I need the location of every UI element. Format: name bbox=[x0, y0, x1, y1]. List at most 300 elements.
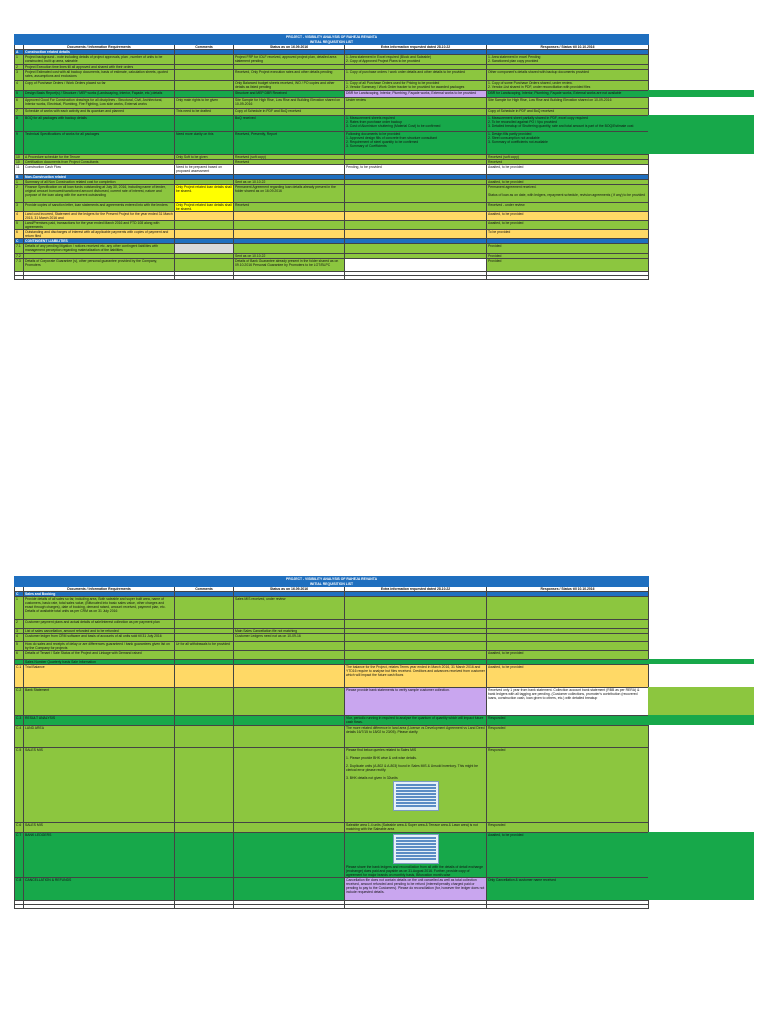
column-header: Responses / Status till 10.10.2016 bbox=[487, 45, 649, 50]
table-cell bbox=[15, 620, 24, 629]
cell-text: Sales Number Quarterly basis Sale Information bbox=[25, 660, 96, 664]
column-header: Responses / Status till 10.10.2016 bbox=[487, 587, 649, 592]
table-cell bbox=[24, 651, 175, 660]
cell-text: Under review bbox=[346, 98, 366, 102]
table-cell bbox=[15, 878, 24, 901]
cell-text: Project FRP for IOLF received, approved project plan, detailed area statement pending bbox=[235, 55, 338, 63]
table-cell bbox=[487, 70, 649, 81]
table-cell bbox=[345, 116, 487, 132]
cell-text: C.6 bbox=[16, 823, 22, 827]
table-cell bbox=[345, 597, 487, 620]
table-cell bbox=[15, 651, 24, 660]
cell-text: Sales and Booking bbox=[25, 592, 56, 596]
cell-text: 11 bbox=[16, 165, 20, 169]
table-cell bbox=[175, 221, 234, 230]
cell-text: 7 bbox=[16, 109, 18, 113]
table-row bbox=[15, 221, 649, 230]
table-cell bbox=[24, 823, 175, 833]
cell-text: Customer ledger from CRM software and basis of accounts of all units sold till 31 July 2016 bbox=[25, 634, 162, 638]
cell-text: Project Execution time lines till all approved and shared with their orders bbox=[25, 65, 134, 69]
cell-text: Design Basis Report(s) / Structure / MEP works (Landscaping, Interior, Façade, etc.) details bbox=[25, 91, 163, 95]
cell-text: 2 bbox=[16, 620, 18, 624]
table-cell bbox=[15, 165, 24, 175]
table-cell bbox=[487, 878, 649, 901]
highlight-band bbox=[648, 115, 754, 131]
cell-text: Copy of Purchase Orders / Work Orders placed so far bbox=[25, 81, 106, 85]
cell-text: Construction related details bbox=[25, 50, 70, 54]
table-row bbox=[15, 165, 649, 175]
table-cell bbox=[345, 221, 487, 230]
table-cell bbox=[234, 651, 345, 660]
table-cell bbox=[24, 748, 175, 823]
table-cell bbox=[345, 833, 487, 878]
cell-text: 4 bbox=[16, 634, 18, 638]
cell-text: 7.1 bbox=[16, 244, 21, 248]
cell-text: 3 bbox=[16, 629, 18, 633]
table-cell bbox=[487, 244, 649, 254]
cell-text: Awaited, to be provided bbox=[488, 165, 524, 169]
table-cell bbox=[15, 748, 24, 823]
cell-text: Awaited, to be provided bbox=[488, 221, 524, 225]
cell-text: 6 bbox=[16, 651, 18, 655]
table-cell bbox=[175, 109, 234, 116]
cell-text: SALES MIS bbox=[25, 823, 43, 827]
cell-text: The balance for the Project, relates Terms year ended in March 2016, 31 March 2016 and YTD16 require to analyse but files received. Creditors and advances received from customer which will impact the future cash flows bbox=[346, 665, 486, 677]
table-cell bbox=[175, 642, 234, 651]
cell-text: 8 bbox=[16, 116, 18, 120]
cell-text: C bbox=[16, 592, 19, 596]
table-cell bbox=[175, 665, 234, 688]
table-cell bbox=[487, 81, 649, 91]
cell-text: How do sales and receipts of delay or are differences guaranteed / bank guarantees given list on by the Company for projects bbox=[25, 642, 171, 650]
cell-text: Awaited, to be provided bbox=[488, 651, 524, 655]
table-cell bbox=[487, 620, 649, 629]
cell-text: 1 bbox=[16, 597, 18, 601]
table-cell bbox=[175, 132, 234, 155]
table-cell bbox=[15, 716, 24, 726]
table-cell bbox=[15, 70, 24, 81]
cell-text: Received, Presently, Report bbox=[235, 132, 277, 136]
cell-text: CANCELLATION & REFUNDS bbox=[25, 878, 72, 882]
cell-text: Need more clarity on this bbox=[176, 132, 214, 136]
cell-text: Only Cancellation & customer name received bbox=[488, 878, 556, 882]
table-cell bbox=[234, 212, 345, 221]
table-cell bbox=[24, 55, 175, 65]
table-row bbox=[15, 620, 649, 629]
table-cell bbox=[15, 688, 24, 716]
table-cell bbox=[175, 244, 234, 254]
table-row bbox=[15, 203, 649, 212]
cell-text: Customer payment plans and actual details of sale/interest collection as per payment plan bbox=[25, 620, 160, 624]
table-cell bbox=[234, 55, 345, 65]
cell-text: Received (soft copy) bbox=[235, 155, 266, 159]
cell-text: DBR for Landscaping, Interior, Plumbing, Façade works, External works to be provided bbox=[346, 91, 477, 95]
table-cell bbox=[24, 165, 175, 175]
table-cell bbox=[15, 55, 24, 65]
table-cell bbox=[15, 116, 24, 132]
table-cell bbox=[487, 91, 649, 98]
table-cell bbox=[234, 185, 345, 203]
table-cell bbox=[24, 634, 175, 642]
cell-text: Finance Specification on all loan funds outstanding at July 30, 2016, including name of lender, original amount borrowed/sanctioned amount disbursed, current rate of interest, nature and purpose of the loan along with the current outstanding bbox=[25, 185, 167, 197]
cell-text: Need to be prepared based on proposed assessment bbox=[176, 165, 223, 173]
cell-text: BOQ for all packages with backup details bbox=[25, 116, 87, 120]
cell-text: 10 bbox=[16, 155, 20, 159]
cell-text: Responded bbox=[488, 823, 506, 827]
cell-text: Other component's details shared with backup documents provided bbox=[488, 70, 589, 74]
table-cell bbox=[234, 109, 345, 116]
table-cell bbox=[24, 833, 175, 878]
cell-text: C.7 bbox=[16, 833, 22, 837]
table-cell bbox=[24, 620, 175, 629]
table-cell bbox=[24, 259, 175, 272]
table-cell bbox=[24, 185, 175, 203]
table-cell bbox=[175, 823, 234, 833]
cell-text: 2 bbox=[16, 65, 18, 69]
table-cell bbox=[234, 716, 345, 726]
table-cell bbox=[175, 81, 234, 91]
table-row bbox=[15, 244, 649, 254]
table-cell bbox=[234, 244, 345, 254]
table-row bbox=[15, 726, 649, 748]
table-cell bbox=[234, 878, 345, 901]
table-cell bbox=[487, 212, 649, 221]
table-cell bbox=[234, 726, 345, 748]
column-header: Comments bbox=[175, 587, 234, 592]
cell-text: 1. Copy of purchase orders / work order details and other details to be provided bbox=[346, 70, 465, 74]
cell-text: Provide copies of sanction letter, loan statements and agreements entered into with the lenders bbox=[25, 203, 168, 207]
table-cell bbox=[234, 642, 345, 651]
table-cell bbox=[175, 688, 234, 716]
cell-text: C bbox=[16, 239, 19, 243]
cell-text: 1. Measurement sheet partially shared in PDF, excel copy required 2. To be reconciled against PO / Vpu provided 3. Detailed breakup of Shuttering quantity, rate and total amount is part of the BOQ/Estimate cost bbox=[488, 116, 634, 128]
cell-text: Received only 1 year from bank statement. Collection account bank statement (RBB as per RERA) & bank ledgers with all tagging are pending. (Customer collections, promoter's contribution (recovered loans, construction cash, loan given to others, etc.) with detailed breakup bbox=[488, 688, 641, 700]
cell-text: Details of Corporate Guarantee (s), other personal guarantee provided by the Company, Promoters bbox=[25, 259, 159, 267]
cell-text: Pending, to be provided bbox=[346, 165, 382, 169]
cell-text: Received - under review bbox=[488, 203, 525, 207]
table-cell bbox=[487, 833, 649, 878]
table-cell bbox=[24, 221, 175, 230]
cell-text: 6 bbox=[16, 230, 18, 234]
table-cell bbox=[15, 276, 24, 280]
cell-text: BANK LEDGERS bbox=[25, 833, 52, 837]
table-cell bbox=[345, 634, 487, 642]
table-row bbox=[15, 823, 649, 833]
cell-text: Only Project related loan details shall be shared. bbox=[176, 185, 233, 193]
cell-text: Certification documents from Project Consultants bbox=[25, 160, 99, 164]
table-row bbox=[15, 276, 649, 280]
cell-text: 1. Area statement in excel Pending 2. Sanctioned plan copy provided bbox=[488, 55, 541, 63]
cell-text: Received bbox=[235, 203, 250, 207]
cell-text: Only Project related loan details shall be shared. bbox=[176, 203, 233, 211]
column-header: Documents / Information Requirements bbox=[24, 587, 175, 592]
table-cell bbox=[234, 221, 345, 230]
cell-text: Only main rights to be given bbox=[176, 98, 219, 102]
table-cell bbox=[15, 98, 24, 109]
cell-text: Permanent agreement received. Status of loan as on date, with ledgers, repayment schedule, revision agreements ( if any) to be provided bbox=[488, 185, 645, 197]
table-cell bbox=[15, 726, 24, 748]
table-cell bbox=[234, 665, 345, 688]
table-cell bbox=[234, 230, 345, 239]
table-row bbox=[15, 597, 649, 620]
table-cell bbox=[24, 597, 175, 620]
table-row bbox=[15, 688, 649, 716]
cell-text: Structure and MEP DBR Received bbox=[235, 91, 287, 95]
cell-text: A Procedure schedule for the Tenure bbox=[25, 155, 80, 159]
table-cell bbox=[345, 98, 487, 109]
table-row bbox=[15, 665, 649, 688]
table-cell bbox=[24, 276, 175, 280]
table-cell bbox=[24, 70, 175, 81]
table-cell bbox=[487, 132, 649, 155]
table-cell bbox=[487, 259, 649, 272]
table-row bbox=[15, 98, 649, 109]
cell-text: LAND AREA bbox=[25, 726, 45, 730]
table-cell bbox=[487, 98, 649, 109]
table-cell bbox=[24, 878, 175, 901]
table-cell bbox=[234, 70, 345, 81]
cell-text: 1. Measurement sheets required 2. Rates from purchase order backup 3. Cost of Aluminium shuttering (Material Cost) to be confirmed bbox=[346, 116, 441, 128]
table-cell bbox=[345, 748, 487, 823]
table-row bbox=[15, 185, 649, 203]
table-cell bbox=[15, 823, 24, 833]
table-cell bbox=[24, 91, 175, 98]
cell-text: A bbox=[16, 50, 19, 54]
table-cell bbox=[15, 230, 24, 239]
table-cell bbox=[175, 70, 234, 81]
column-header: Comments bbox=[175, 45, 234, 50]
table-cell bbox=[175, 203, 234, 212]
table-cell bbox=[234, 98, 345, 109]
table-cell bbox=[487, 688, 649, 716]
table-cell bbox=[345, 276, 487, 280]
table-cell bbox=[24, 716, 175, 726]
cell-text: Site Sample for High Rise, Low Rise and Building Elevation shared on 10-09-2016 bbox=[235, 98, 342, 106]
cell-text: Sales MIS received, under review bbox=[235, 597, 286, 601]
table-cell bbox=[175, 634, 234, 642]
cell-text: Received (soft copy) bbox=[488, 155, 519, 159]
table-cell bbox=[175, 259, 234, 272]
table-cell bbox=[24, 98, 175, 109]
table-cell bbox=[234, 165, 345, 175]
cell-text: 3 bbox=[16, 70, 18, 74]
table-row bbox=[15, 878, 649, 901]
table-cell bbox=[175, 905, 234, 909]
table-cell bbox=[175, 748, 234, 823]
cell-text: 2 bbox=[16, 185, 18, 189]
table-cell bbox=[15, 203, 24, 212]
table-cell bbox=[175, 116, 234, 132]
table-cell bbox=[15, 91, 24, 98]
table-row bbox=[15, 230, 649, 239]
table-cell bbox=[487, 651, 649, 660]
table-cell bbox=[345, 203, 487, 212]
table-cell bbox=[345, 70, 487, 81]
table-cell bbox=[487, 276, 649, 280]
table-cell bbox=[175, 55, 234, 65]
cell-text: 4 bbox=[16, 81, 18, 85]
cell-text: Land/Premises paid, transactions for the year ended March 2016 and FTD 108 along with agreements bbox=[25, 221, 161, 229]
cell-text: Ur for all withdrawals to be provided bbox=[176, 642, 230, 646]
cell-text: To be provided bbox=[488, 230, 511, 234]
table-cell bbox=[15, 597, 24, 620]
table-cell bbox=[234, 905, 345, 909]
cell-text: 3 bbox=[16, 203, 18, 207]
cell-text: C.4 bbox=[16, 726, 22, 730]
table-cell bbox=[487, 905, 649, 909]
table-cell bbox=[234, 276, 345, 280]
embedded-table-image bbox=[393, 834, 439, 864]
table-cell bbox=[487, 748, 649, 823]
table-cell bbox=[175, 726, 234, 748]
column-header: Status as on 16.09.2016 bbox=[234, 587, 345, 592]
table-cell bbox=[487, 716, 649, 726]
table-row bbox=[15, 642, 649, 651]
table-cell bbox=[24, 688, 175, 716]
cell-text: Project background - note including details of project approvals, plan , number of units to be constructed, built up area, saleable bbox=[25, 55, 164, 63]
cell-text: Provide details of all sales so far, including area, Both saleable and super built area, name of customers, basic rate, total sales value, (Bifurcated into basic sales value, other charges and exact through charges), date of booking, demand raised, amount received, payment plan, etc. Details of available total units as per CRM as on 31 July 2016 bbox=[25, 597, 167, 613]
sheet-subtitle: INITIAL REQUISITION LIST bbox=[15, 582, 649, 587]
table-cell bbox=[175, 165, 234, 175]
table-cell bbox=[24, 230, 175, 239]
table-cell bbox=[345, 823, 487, 833]
cell-text: Sent as on 10.10.22 bbox=[235, 180, 266, 184]
cell-text: Received, Only Project execution rates and other details pending bbox=[235, 70, 333, 74]
embedded-table-image bbox=[393, 781, 439, 811]
highlight-band bbox=[648, 877, 754, 900]
cell-text: BoQ received bbox=[235, 116, 256, 120]
table-cell bbox=[234, 634, 345, 642]
cell-text: Following documents to be provided 1. Approved design fills of concrete from structure consultant 2. Requirement of steel quantity to be confirmed 3. Summary of Coefficients bbox=[346, 132, 437, 148]
table-cell bbox=[234, 620, 345, 629]
table-cell bbox=[487, 597, 649, 620]
table-cell bbox=[15, 185, 24, 203]
table-cell bbox=[15, 81, 24, 91]
table-cell bbox=[234, 823, 345, 833]
table-cell bbox=[234, 81, 345, 91]
cell-text: Project Estimated cost with all backup documents, basis of estimate, calculation sheets, quoted rates, assumptions and exclusions bbox=[25, 70, 169, 78]
table-cell bbox=[175, 716, 234, 726]
table-cell bbox=[345, 688, 487, 716]
highlight-band bbox=[648, 715, 754, 725]
cell-text: 1. Area statement in Excel required (Block and Saleable) 2. Copy of Approved Project Plans to be provided bbox=[346, 55, 432, 63]
cell-text: This need to be drafted bbox=[176, 109, 211, 113]
cell-text: Site Sample for High Rise, Low Rise and Building Elevation shared on 10-09-2016 bbox=[488, 98, 612, 102]
cell-text: Non-Construction related bbox=[25, 175, 66, 179]
cell-text: Responded bbox=[488, 726, 506, 730]
cell-text: SALES MIS bbox=[25, 748, 43, 752]
table-cell bbox=[345, 716, 487, 726]
table-cell bbox=[345, 230, 487, 239]
cell-text: C.1 bbox=[16, 665, 22, 669]
cell-text: Only Balanced budget sheets received, WO / PO copies and other details as listed pending bbox=[235, 81, 336, 89]
cell-text: Awaited, to be provided bbox=[488, 212, 524, 216]
table-cell bbox=[234, 748, 345, 823]
cell-text: Details of any pending litigation / notices received etc. any other contingent liabilities with management perception regarding materialization of the liabilities bbox=[25, 244, 160, 252]
table-cell bbox=[234, 203, 345, 212]
table-cell bbox=[487, 634, 649, 642]
table-cell bbox=[15, 109, 24, 116]
cell-text: Please provide bank statements to verify sample customer collection. bbox=[346, 688, 450, 692]
cell-text: Saleable area 1.4 units (Saleable area & Super area & Terrace area & Lawn area) is not matching with the Saleable area bbox=[346, 823, 479, 831]
cell-text: Details of Bank Guarantee already present in the folder shared as on 09.10.2016 Personal Guarantee by Promoters to be LOT/BLPC bbox=[235, 259, 340, 267]
cell-text: Summary of all Non Construction related cost for completion bbox=[25, 180, 116, 184]
column-header: Documents / Information Requirements bbox=[24, 45, 175, 50]
table-row bbox=[15, 651, 649, 660]
table-cell bbox=[175, 212, 234, 221]
table-cell bbox=[234, 259, 345, 272]
table-cell bbox=[175, 276, 234, 280]
table-row bbox=[15, 91, 649, 98]
cell-text: CONTINGENT LIABILITIES bbox=[25, 239, 68, 243]
cell-text: Received bbox=[235, 160, 250, 164]
cell-text: Responded bbox=[488, 716, 506, 720]
table-cell bbox=[345, 244, 487, 254]
cell-text: Details of Tenant / Sale Status of the Project and Linkage with Demand raised bbox=[25, 651, 142, 655]
cell-text: 1. Copy of some Purchase Orders shared, under review. 2. Vendor-List shared in PDF, under reconciliation with provided files bbox=[488, 81, 591, 89]
table-row bbox=[15, 132, 649, 155]
cell-text: 7.2 bbox=[16, 254, 21, 258]
table-row bbox=[15, 748, 649, 823]
table-cell bbox=[15, 221, 24, 230]
cell-text: Awaited, to be provided bbox=[488, 833, 524, 837]
table-cell bbox=[345, 878, 487, 901]
table-cell bbox=[234, 91, 345, 98]
table-cell bbox=[175, 833, 234, 878]
table-cell bbox=[15, 905, 24, 909]
table-cell bbox=[234, 132, 345, 155]
table-cell bbox=[487, 230, 649, 239]
table-cell bbox=[345, 132, 487, 155]
table-row bbox=[15, 81, 649, 91]
cell-text: 7.3 bbox=[16, 259, 21, 263]
table-cell bbox=[345, 185, 487, 203]
table-cell bbox=[487, 203, 649, 212]
cell-text: C.2 bbox=[16, 688, 22, 692]
cell-text: RESULT ANALYSIS bbox=[25, 716, 56, 720]
table-cell bbox=[15, 833, 24, 878]
table-cell bbox=[345, 91, 487, 98]
cell-text: Bank Statement bbox=[25, 688, 50, 692]
cell-text: Technical Specifications of works for all packages bbox=[25, 132, 100, 136]
table-cell bbox=[24, 244, 175, 254]
table-cell bbox=[24, 116, 175, 132]
requisition-table bbox=[14, 576, 649, 909]
highlight-band bbox=[648, 832, 754, 877]
table-cell bbox=[175, 98, 234, 109]
table-cell bbox=[345, 212, 487, 221]
table-row bbox=[15, 259, 649, 272]
cell-text: Copy of Schedule in PDF and BoQ received bbox=[488, 109, 555, 113]
table-cell bbox=[234, 833, 345, 878]
cell-text: 1 bbox=[16, 55, 18, 59]
highlight-band bbox=[648, 90, 754, 97]
table-cell bbox=[487, 55, 649, 65]
table-cell bbox=[234, 116, 345, 132]
cell-text: Responded bbox=[488, 748, 506, 752]
table-cell bbox=[24, 212, 175, 221]
cell-text: C.5 bbox=[16, 748, 22, 752]
column-header: Extra information requested dated 28.10.22 bbox=[345, 45, 487, 50]
cell-text: Sent as on 10.10.22 bbox=[235, 254, 266, 258]
cell-text: The more related difference in land area (License vs Development Agreement vs Land Deed details 16/7/15 to 18/02 to 23/05). Please clarify. bbox=[346, 726, 486, 734]
table-row bbox=[15, 70, 649, 81]
table-cell bbox=[487, 726, 649, 748]
table-row bbox=[15, 116, 649, 132]
table-cell bbox=[24, 203, 175, 212]
table-cell bbox=[15, 642, 24, 651]
table-cell bbox=[345, 109, 487, 116]
